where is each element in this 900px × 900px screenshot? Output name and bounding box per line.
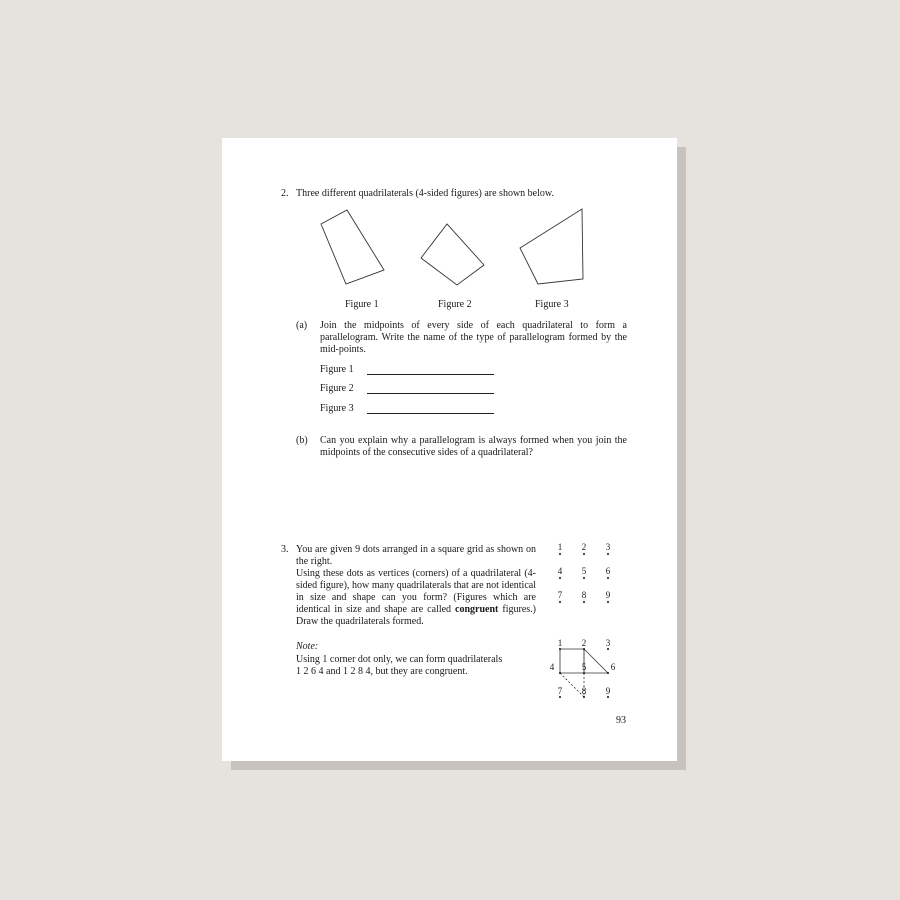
grid-1-number-5: 5 — [581, 566, 587, 576]
answer-label-figure-2: Figure 2 — [320, 383, 354, 394]
grid-2-dot — [607, 648, 609, 650]
answer-label-figure-3: Figure 3 — [320, 403, 354, 414]
note-line-1: Using 1 corner dot only, we can form quadrilaterals — [296, 654, 503, 665]
grid-1-dot — [559, 553, 561, 555]
grid-1-dot — [559, 577, 561, 579]
answer-line-figure-2[interactable] — [367, 393, 494, 394]
q2-number: 2. — [281, 188, 289, 199]
grid-1-dot — [607, 553, 609, 555]
grid-2-dot — [583, 648, 585, 650]
quadrilateral-figures — [222, 138, 677, 298]
q2b-text: Can you explain why a parallelogram is always formed when you join the midpoints of the consecutive sides of a quadrilateral? — [320, 435, 627, 458]
figure-1-label: Figure 1 — [345, 299, 379, 310]
figure-1-quadrilateral — [321, 210, 384, 284]
grid-2-dot — [607, 696, 609, 698]
grid-1-dot — [583, 601, 585, 603]
grid-1-dot — [607, 577, 609, 579]
q2a-text: Join the midpoints of every side of each quadrilateral to form a parallelogram. Write the name of the type of parallelogram formed by the mid-points. — [320, 320, 627, 355]
grid-1-dot — [583, 577, 585, 579]
answer-label-figure-1: Figure 1 — [320, 364, 354, 375]
grid-2-dot — [559, 648, 561, 650]
q2a-label: (a) — [296, 320, 308, 331]
page-number: 93 — [616, 715, 626, 726]
q3-number: 3. — [281, 544, 289, 555]
grid-2-number-9: 9 — [605, 686, 611, 696]
grid-1-number-9: 9 — [605, 590, 611, 600]
grid-2-dot — [559, 696, 561, 698]
grid-1-dot — [607, 601, 609, 603]
grid-2-number-7: 7 — [557, 686, 563, 696]
grid-2-number-4: 4 — [549, 662, 555, 672]
grid-1-number-2: 2 — [581, 542, 587, 552]
grid-2-dot — [583, 696, 585, 698]
note-line-2: 1 2 6 4 and 1 2 8 4, but they are congruent. — [296, 666, 468, 677]
q3-intro: You are given 9 dots arranged in a square grid as shown on the right. — [296, 544, 536, 567]
grid-2-dot — [583, 672, 585, 674]
grid-2-dot — [559, 672, 561, 674]
grid-2-number-1: 1 — [557, 638, 563, 648]
grid-2-number-2: 2 — [581, 638, 587, 648]
grid-1-number-8: 8 — [581, 590, 587, 600]
dot-grid-example — [552, 541, 612, 606]
figure-3-label: Figure 3 — [535, 299, 569, 310]
document-page — [222, 138, 677, 761]
grid-1-number-1: 1 — [557, 542, 563, 552]
answer-line-figure-3[interactable] — [367, 413, 494, 414]
congruent-term: congruent — [455, 604, 499, 615]
grid-1-number-6: 6 — [605, 566, 611, 576]
q2-intro: Three different quadrilaterals (4-sided figures) are shown below. — [296, 188, 554, 199]
grid-1-number-3: 3 — [605, 542, 611, 552]
grid-2-dot — [607, 672, 609, 674]
figure-2-quadrilateral — [421, 224, 484, 285]
q3-paragraph: Using these dots as vertices (corners) of a quadrilateral (4-sided figure), how many quadrilaterals that are not identical in size and shape can you form? (Figures which are identical in size and shape are called congruent figures.) Draw the quadrilaterals formed. — [296, 568, 536, 627]
grid-1-dot — [583, 553, 585, 555]
grid-1-dot — [559, 601, 561, 603]
dot-grid-note-example — [549, 638, 618, 704]
grid-1-number-7: 7 — [557, 590, 563, 600]
grid-2-number-5: 5 — [581, 662, 587, 672]
q2b-label: (b) — [296, 435, 308, 446]
grid-1-number-4: 4 — [557, 566, 563, 576]
figure-2-label: Figure 2 — [438, 299, 472, 310]
grid-2-number-3: 3 — [605, 638, 611, 648]
figure-3-quadrilateral — [520, 209, 583, 284]
grid-2-number-6: 6 — [610, 662, 616, 672]
note-label: Note: — [296, 641, 319, 652]
answer-line-figure-1[interactable] — [367, 374, 494, 375]
grid-2-number-8: 8 — [581, 686, 587, 696]
